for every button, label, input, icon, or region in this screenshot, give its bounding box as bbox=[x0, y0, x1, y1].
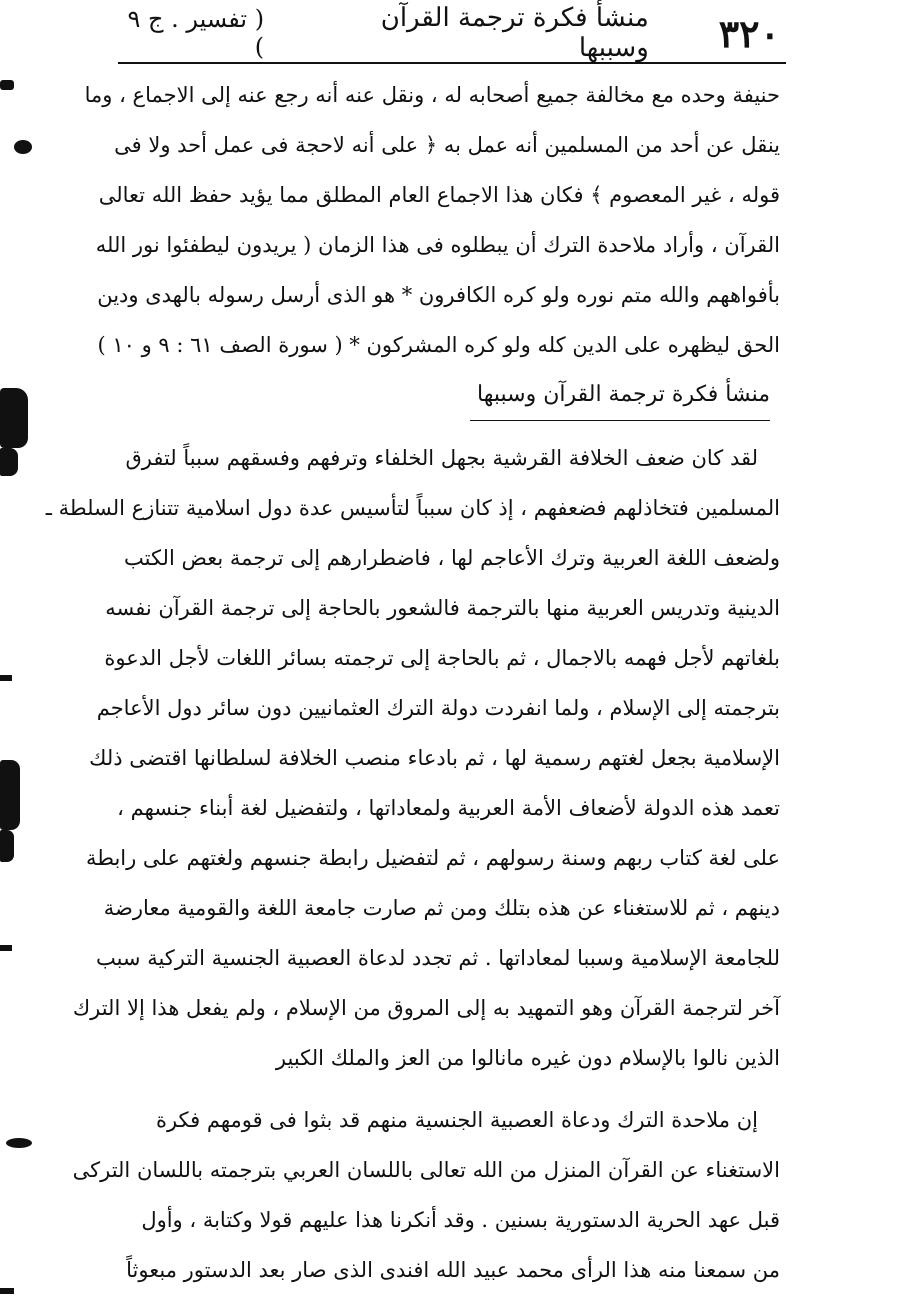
text-line: من سمعنا منه هذا الرأى محمد عبيد الله افندى الذى صار بعد الدستور مبعوثاً bbox=[126, 1258, 780, 1282]
text-line: للجامعة الإسلامية وسببا لمعاداتها . ثم تجدد لدعاة العصبية الجنسية التركية سبب bbox=[95, 946, 780, 970]
text-line: على لغة كتاب ربهم وسنة رسولهم ، ثم لتفضيل رابطة جنسهم ولغتهم على رابطة bbox=[85, 846, 780, 870]
section-heading: منشأ فكرة ترجمة القرآن وسببها bbox=[470, 370, 770, 421]
scan-mark bbox=[0, 1288, 14, 1294]
text-line: لقد كان ضعف الخلافة القرشية بجهل الخلفاء وترفهم وفسقهم سبباً لتفرق bbox=[125, 446, 758, 470]
paragraph-continuation bbox=[84, 70, 780, 370]
text-line: ينقل عن أحد من المسلمين أنه عمل به ﴿ على أنه لاحجة فى عمل أحد ولا فى bbox=[114, 133, 780, 157]
text-line: الاستغناء عن القرآن المنزل من الله تعالى باللسان العربي بترجمته باللسان التركى bbox=[72, 1158, 780, 1182]
scan-mark bbox=[0, 80, 14, 90]
scan-mark bbox=[6, 1138, 32, 1148]
volume-reference: ( تفسير . ج ٩ ) bbox=[127, 5, 265, 61]
text-line: بلغاتهم لأجل فهمه بالاجمال ، ثم بالحاجة إلى ترجمته بسائر اللغات لأجل الدعوة bbox=[104, 646, 780, 670]
text-line: بترجمته إلى الإسلام ، ولما انفردت دولة الترك العثمانيين دون سائر دول الأعاجم bbox=[96, 696, 780, 720]
scan-mark bbox=[0, 448, 18, 476]
scan-mark bbox=[0, 830, 14, 862]
text-line: بأفواههم والله متم نوره ولو كره الكافرون * هو الذى أرسل رسوله بالهدى ودين bbox=[97, 283, 780, 307]
text-line: المسلمين فتخاذلهم فضعفهم ، إذ كان سبباً لتأسيس عدة دول اسلامية تتنازع السلطة ـ bbox=[45, 496, 780, 520]
text-line: الذين نالوا بالإسلام دون غيره مانالوا من العز والملك الكبير bbox=[275, 1046, 780, 1070]
scan-mark bbox=[0, 760, 20, 830]
header-rule bbox=[118, 62, 786, 64]
text-line: الدينية وتدريس العربية منها بالترجمة فالشعور بالحاجة إلى ترجمة القرآن نفسه bbox=[105, 596, 780, 620]
scan-mark bbox=[0, 945, 12, 951]
text-line: إن ملاحدة الترك ودعاة العصبية الجنسية منهم قد بثوا فى قومهم فكرة bbox=[155, 1108, 758, 1132]
scan-mark bbox=[0, 388, 28, 448]
text-line: الحق ليظهره على الدين كله ولو كره المشركون * ( سورة الصف ٦١ : ٩ و ١٠ ) bbox=[97, 333, 780, 357]
text-line: دينهم ، ثم للاستغناء عن هذه بتلك ومن ثم صارت جامعة اللغة والقومية معارضة bbox=[103, 896, 780, 920]
text-line: الإسلامية بجعل لغتهم رسمية لها ، ثم بادعاء منصب الخلافة لسلطانها اقتضى ذلك bbox=[89, 746, 780, 770]
text-line: القرآن ، وأراد ملاحدة الترك أن يبطلوه فى هذا الزمان ( يريدون ليطفئوا نور الله bbox=[95, 233, 780, 257]
page-header bbox=[120, 3, 780, 63]
text-line: تعمد هذه الدولة لأضعاف الأمة العربية ولمعاداتها ، ولتفضيل لغة أبناء جنسهم ، bbox=[117, 796, 780, 820]
text-line: آخر لترجمة القرآن وهو التمهيد به إلى المروق من الإسلام ، ولم يفعل هذا إلا الترك bbox=[72, 996, 780, 1020]
scan-mark bbox=[0, 675, 12, 681]
scan-mark bbox=[14, 140, 32, 154]
text-line: قوله ، غير المعصوم ﴾ فكان هذا الاجماع العام المطلق مما يؤيد حفظ الله تعالى bbox=[98, 183, 780, 207]
page-number: ٣٢٠ bbox=[718, 10, 780, 56]
page-body bbox=[45, 70, 780, 1295]
text-line: قبل عهد الحرية الدستورية بسنين . وقد أنكرنا هذا عليهم قولا وكتابة ، وأول bbox=[141, 1208, 780, 1232]
text-line: حنيفة وحده مع مخالفة جميع أصحابه له ، ونقل عنه أنه رجع عنه إلى الاجماع ، وما bbox=[84, 83, 780, 107]
paragraph bbox=[72, 1095, 780, 1295]
text-line: ولضعف اللغة العربية وترك الأعاجم لها ، فاضطرارهم إلى ترجمة بعض الكتب bbox=[124, 546, 780, 570]
paragraph bbox=[45, 433, 780, 1083]
running-title: منشأ فكرة ترجمة القرآن وسببها bbox=[380, 3, 649, 63]
